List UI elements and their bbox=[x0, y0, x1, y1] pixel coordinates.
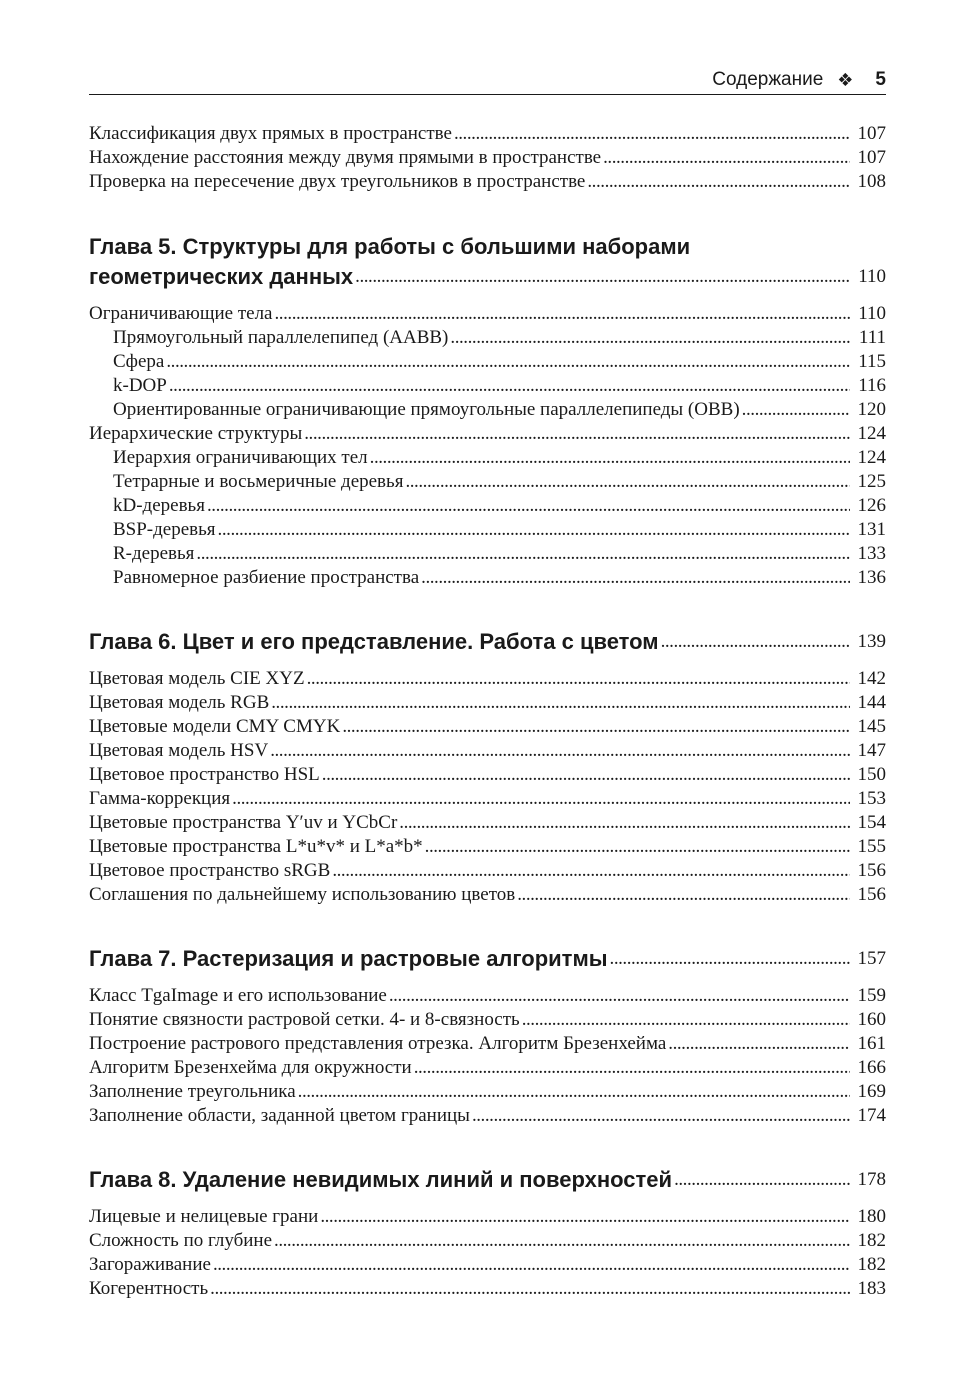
toc-entry-title: Классификация двух прямых в пространстве bbox=[89, 123, 452, 144]
toc-entry-title: Цветовые пространства Y′uv и YCbCr bbox=[89, 812, 398, 833]
toc-entry bbox=[89, 787, 886, 811]
toc-entry-page: 166 bbox=[857, 1057, 886, 1078]
toc-entry-title: Цветовые пространства L*u*v* и L*a*b* bbox=[89, 836, 423, 857]
dot-leader bbox=[370, 446, 850, 470]
toc-entry bbox=[89, 422, 886, 446]
dot-leader bbox=[355, 262, 850, 292]
dot-leader bbox=[405, 470, 850, 494]
toc-entry-page: 120 bbox=[857, 399, 886, 420]
toc-entry-title: BSP-деревья bbox=[113, 519, 216, 540]
chapter-title-row bbox=[89, 944, 886, 974]
toc-entry-page: 107 bbox=[857, 123, 886, 144]
chapter-title: Глава 7. Растеризация и растровые алгоритмы bbox=[89, 946, 608, 971]
toc-entry bbox=[89, 715, 886, 739]
toc-entry bbox=[89, 1104, 886, 1128]
toc-entry bbox=[89, 1080, 886, 1104]
dot-leader bbox=[275, 302, 851, 326]
chapter-6-heading bbox=[89, 627, 886, 657]
toc-entry-title: k-DOP bbox=[113, 375, 167, 396]
toc-subentry bbox=[89, 350, 886, 374]
dot-leader bbox=[274, 1229, 850, 1253]
dot-leader bbox=[603, 146, 850, 170]
toc-entry bbox=[89, 1205, 886, 1229]
toc-entry-page: 182 bbox=[857, 1254, 886, 1275]
toc-entry-page: 115 bbox=[858, 351, 886, 372]
toc-entry bbox=[89, 835, 886, 859]
toc-entry-page: 156 bbox=[857, 884, 886, 905]
dot-leader bbox=[610, 944, 850, 974]
toc-entry-page: 147 bbox=[857, 740, 886, 761]
dot-leader bbox=[517, 883, 850, 907]
toc-entry-title: Цветовое пространство sRGB bbox=[89, 860, 331, 881]
chapter-title: геометрических данных bbox=[89, 264, 354, 289]
dot-leader bbox=[421, 566, 850, 590]
header-separator-icon: ❖ bbox=[837, 69, 854, 90]
toc-entry-title: Нахождение расстояния между двумя прямыми в пространстве bbox=[89, 147, 602, 168]
toc-entry-title: Прямоугольный параллелепипед (AABB) bbox=[113, 327, 449, 348]
dot-leader bbox=[232, 787, 850, 811]
toc-entry-page: 125 bbox=[857, 471, 886, 492]
dot-leader bbox=[425, 835, 850, 859]
dot-leader bbox=[166, 350, 850, 374]
dot-leader bbox=[389, 984, 850, 1008]
toc-subentry bbox=[89, 542, 886, 566]
toc-entry-page: 182 bbox=[857, 1230, 886, 1251]
dot-leader bbox=[307, 667, 850, 691]
header-title: Содержание bbox=[712, 69, 824, 90]
toc-entry-page: 142 bbox=[857, 668, 886, 689]
toc-entry bbox=[89, 1229, 886, 1253]
toc-entry-page: 153 bbox=[857, 788, 886, 809]
chapter-5-entries bbox=[89, 302, 886, 590]
header-page-number: 5 bbox=[875, 69, 886, 90]
toc-entry-title: Понятие связности растровой сетки. 4- и 8-связность bbox=[89, 1009, 520, 1030]
toc-entry bbox=[89, 1032, 886, 1056]
toc-entry-page: 169 bbox=[857, 1081, 886, 1102]
toc-entry-title: Класс TgaImage и его использование bbox=[89, 985, 387, 1006]
toc-entry-page: 107 bbox=[857, 147, 886, 168]
toc-entry bbox=[89, 146, 886, 170]
chapter-title: Глава 6. Цвет и его представление. Работа с цветом bbox=[89, 629, 659, 654]
toc-entry bbox=[89, 811, 886, 835]
prev-chapter-entries bbox=[89, 122, 886, 194]
toc-entry-title: Заполнение треугольника bbox=[89, 1081, 296, 1102]
toc-subentry bbox=[89, 446, 886, 470]
toc-entry-title: Соглашения по дальнейшему использованию цветов bbox=[89, 884, 516, 905]
toc-subentry bbox=[89, 494, 886, 518]
toc-entry-title: R-деревья bbox=[113, 543, 195, 564]
chapter-6-entries bbox=[89, 667, 886, 907]
toc-entry-page: 159 bbox=[857, 985, 886, 1006]
dot-leader bbox=[399, 811, 850, 835]
toc-entry-title: Иерархические структуры bbox=[89, 423, 303, 444]
dot-leader bbox=[454, 122, 850, 146]
dot-leader bbox=[271, 691, 850, 715]
chapter-title-row bbox=[89, 627, 886, 657]
toc-entry-title: Цветовые модели CMY CMYK bbox=[89, 716, 341, 737]
dot-leader bbox=[342, 715, 850, 739]
chapter-5-heading bbox=[89, 232, 886, 292]
dot-leader bbox=[414, 1056, 850, 1080]
dot-leader bbox=[322, 763, 850, 787]
dot-leader bbox=[207, 494, 850, 518]
dot-leader bbox=[674, 1165, 850, 1195]
dot-leader bbox=[661, 627, 850, 657]
toc-entry-title: Сфера bbox=[113, 351, 165, 372]
dot-leader bbox=[298, 1080, 850, 1104]
toc-entry-title: Заполнение области, заданной цветом границы bbox=[89, 1105, 470, 1126]
toc-entry-page: 145 bbox=[857, 716, 886, 737]
toc-entry-page: 131 bbox=[857, 519, 886, 540]
chapter-title-row bbox=[89, 1165, 886, 1195]
dot-leader bbox=[270, 739, 850, 763]
toc-entry-page: 183 bbox=[857, 1278, 886, 1299]
toc-entry-title: kD-деревья bbox=[113, 495, 205, 516]
toc-entry-page: 111 bbox=[858, 327, 886, 348]
toc-entry-page: 108 bbox=[857, 171, 886, 192]
toc-entry-title: Иерархия ограничивающих тел bbox=[113, 447, 368, 468]
toc-entry bbox=[89, 984, 886, 1008]
toc-subentry bbox=[89, 326, 886, 350]
toc-entry-page: 161 bbox=[857, 1033, 886, 1054]
toc-entry-title: Цветовое пространство HSL bbox=[89, 764, 320, 785]
toc-entry-title: Цветовая модель HSV bbox=[89, 740, 269, 761]
running-header bbox=[89, 66, 886, 95]
toc-entry-page: 160 bbox=[857, 1009, 886, 1030]
dot-leader bbox=[522, 1008, 850, 1032]
toc-entry bbox=[89, 883, 886, 907]
dot-leader bbox=[332, 859, 850, 883]
toc-entry bbox=[89, 1056, 886, 1080]
toc-entry-page: 110 bbox=[858, 303, 886, 324]
toc-entry bbox=[89, 667, 886, 691]
dot-leader bbox=[742, 398, 850, 422]
toc-entry-page: 126 bbox=[857, 495, 886, 516]
toc-subentry bbox=[89, 398, 886, 422]
chapter-8-heading bbox=[89, 1165, 886, 1195]
toc-entry-page: 154 bbox=[857, 812, 886, 833]
toc-entry-title: Построение растрового представления отрезка. Алгоритм Брезенхейма bbox=[89, 1033, 667, 1054]
toc-entry-title: Цветовая модель RGB bbox=[89, 692, 270, 713]
toc-entry bbox=[89, 1253, 886, 1277]
toc-entry bbox=[89, 122, 886, 146]
toc-entry-page: 116 bbox=[858, 375, 886, 396]
toc-entry-title: Ориентированные ограничивающие прямоугольные параллелепипеды (OBB) bbox=[113, 399, 740, 420]
chapter-page: 157 bbox=[857, 948, 886, 969]
toc-entry-title: Гамма-коррекция bbox=[89, 788, 231, 809]
toc-entry-page: 150 bbox=[857, 764, 886, 785]
toc-subentry bbox=[89, 470, 886, 494]
toc-entry-page: 180 bbox=[857, 1206, 886, 1227]
toc-entry-title: Сложность по глубине bbox=[89, 1230, 273, 1251]
dot-leader bbox=[304, 422, 850, 446]
toc-entry-page: 156 bbox=[857, 860, 886, 881]
dot-leader bbox=[587, 170, 850, 194]
chapter-page: 178 bbox=[857, 1169, 886, 1190]
chapter-7-heading bbox=[89, 944, 886, 974]
toc-entry bbox=[89, 691, 886, 715]
toc-entry bbox=[89, 763, 886, 787]
toc-entry bbox=[89, 302, 886, 326]
dot-leader bbox=[213, 1253, 850, 1277]
dot-leader bbox=[218, 518, 850, 542]
dot-leader bbox=[472, 1104, 850, 1128]
chapter-title-line1: Глава 5. Структуры для работы с большими наборами bbox=[89, 234, 691, 259]
toc-entry-page: 124 bbox=[857, 447, 886, 468]
toc-entry-page: 174 bbox=[857, 1105, 886, 1126]
chapter-page: 139 bbox=[857, 631, 886, 652]
toc-entry-page: 136 bbox=[857, 567, 886, 588]
toc-entry bbox=[89, 859, 886, 883]
toc-entry bbox=[89, 1008, 886, 1032]
toc-subentry bbox=[89, 566, 886, 590]
dot-leader bbox=[169, 374, 850, 398]
chapter-8-entries bbox=[89, 1205, 886, 1301]
chapter-page: 110 bbox=[858, 266, 886, 287]
toc-entry-page: 133 bbox=[857, 543, 886, 564]
toc-entry-page: 155 bbox=[857, 836, 886, 857]
toc-entry-title: Равномерное разбиение пространства bbox=[113, 567, 420, 588]
toc-entry-title: Когерентность bbox=[89, 1278, 209, 1299]
toc-entry-title: Цветовая модель CIE XYZ bbox=[89, 668, 305, 689]
toc-entry-title: Лицевые и нелицевые грани bbox=[89, 1206, 319, 1227]
toc-entry-title: Загораживание bbox=[89, 1254, 211, 1275]
toc-entry-title: Тетрарные и восьмеричные деревья bbox=[113, 471, 404, 492]
chapter-title: Глава 8. Удаление невидимых линий и поверхностей bbox=[89, 1167, 673, 1192]
toc-entry-title: Ограничивающие тела bbox=[89, 303, 273, 324]
dot-leader bbox=[320, 1205, 850, 1229]
dot-leader bbox=[450, 326, 850, 350]
toc-entry bbox=[89, 739, 886, 763]
toc-entry-title: Алгоритм Брезенхейма для окружности bbox=[89, 1057, 412, 1078]
toc-entry-title: Проверка на пересечение двух треугольников в пространстве bbox=[89, 171, 586, 192]
toc-subentry bbox=[89, 518, 886, 542]
toc-entry bbox=[89, 1277, 886, 1301]
dot-leader bbox=[196, 542, 850, 566]
toc-entry-page: 124 bbox=[857, 423, 886, 444]
dot-leader bbox=[210, 1277, 850, 1301]
chapter-title-line2 bbox=[89, 262, 886, 292]
toc-subentry bbox=[89, 374, 886, 398]
chapter-7-entries bbox=[89, 984, 886, 1128]
toc-entry-page: 144 bbox=[857, 692, 886, 713]
dot-leader bbox=[668, 1032, 850, 1056]
toc-entry bbox=[89, 170, 886, 194]
